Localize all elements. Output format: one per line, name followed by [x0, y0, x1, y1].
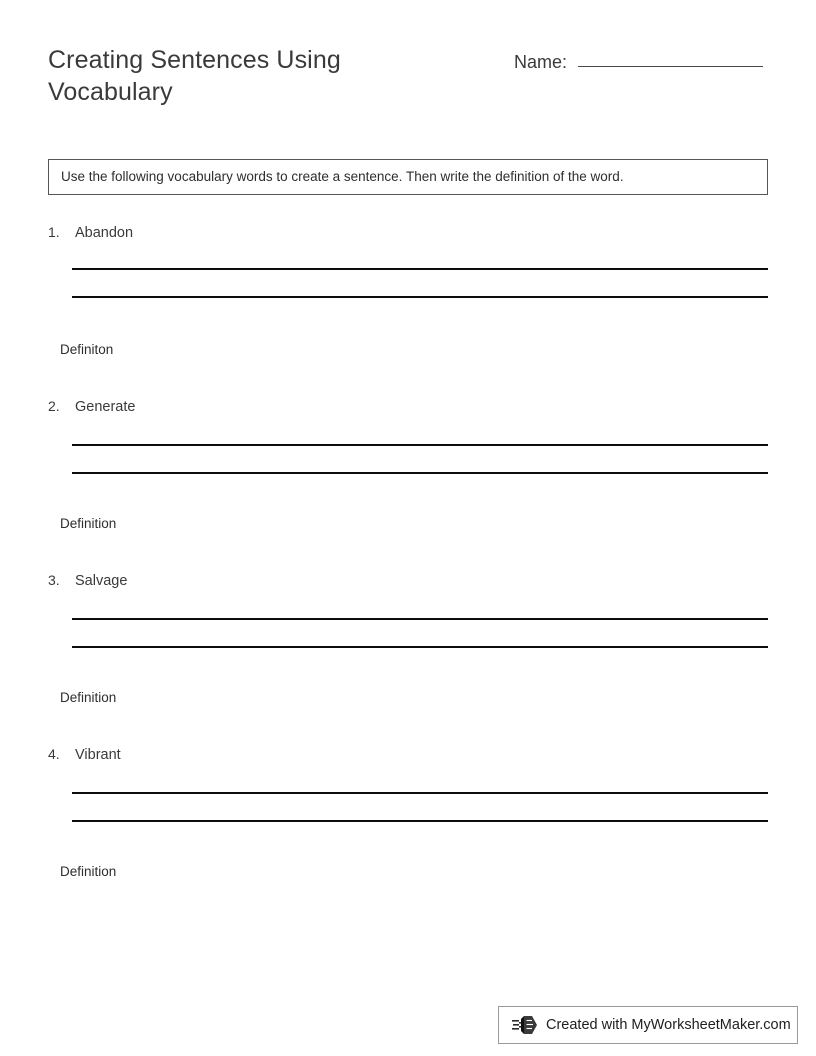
vocabulary-word: Vibrant [75, 747, 121, 763]
name-input[interactable] [578, 66, 763, 67]
vocabulary-word: Abandon [75, 225, 134, 241]
definition-label: Definition [60, 690, 117, 705]
vocabulary-item [48, 224, 768, 357]
definition-label: Definiton [60, 342, 114, 357]
sentence-write-lines [72, 444, 768, 474]
worksheet-header [48, 44, 768, 124]
item-number: 4. [48, 746, 60, 762]
vocabulary-word: Generate [75, 399, 136, 415]
worksheet-maker-badge-text: Created with MyWorksheetMaker.com [546, 1017, 791, 1033]
vocabulary-item-heading [48, 398, 768, 418]
name-field-group [514, 52, 763, 73]
sentence-write-lines [72, 618, 768, 648]
page-title: Creating Sentences Using Vocabulary [48, 46, 341, 106]
sentence-write-lines [72, 792, 768, 822]
item-number: 3. [48, 572, 60, 588]
vocabulary-item-heading [48, 224, 768, 244]
vocabulary-item-heading [48, 572, 768, 592]
sentence-line-1[interactable] [72, 268, 768, 270]
worksheet-maker-badge[interactable] [498, 1006, 798, 1044]
instructions-box [48, 159, 768, 195]
sentence-line-1[interactable] [72, 618, 768, 620]
item-number: 1. [48, 224, 60, 240]
name-field-label: Name: [514, 52, 568, 72]
sentence-line-2[interactable] [72, 646, 768, 648]
definition-label: Definition [60, 864, 117, 879]
sentence-write-lines [72, 268, 768, 298]
sentence-line-2[interactable] [72, 472, 768, 474]
vocabulary-item [48, 572, 768, 705]
sentence-line-1[interactable] [72, 792, 768, 794]
worksheet-maker-logo-icon [512, 1014, 538, 1036]
sentence-line-1[interactable] [72, 444, 768, 446]
vocabulary-item [48, 398, 768, 531]
vocabulary-item [48, 746, 768, 879]
vocabulary-item-heading [48, 746, 768, 766]
item-number: 2. [48, 398, 60, 414]
vocabulary-word: Salvage [75, 573, 128, 589]
sentence-line-2[interactable] [72, 296, 768, 298]
instructions-text: Use the following vocabulary words to create a sentence. Then write the definition of the word. [61, 168, 624, 184]
definition-label: Definition [60, 516, 117, 531]
sentence-line-2[interactable] [72, 820, 768, 822]
